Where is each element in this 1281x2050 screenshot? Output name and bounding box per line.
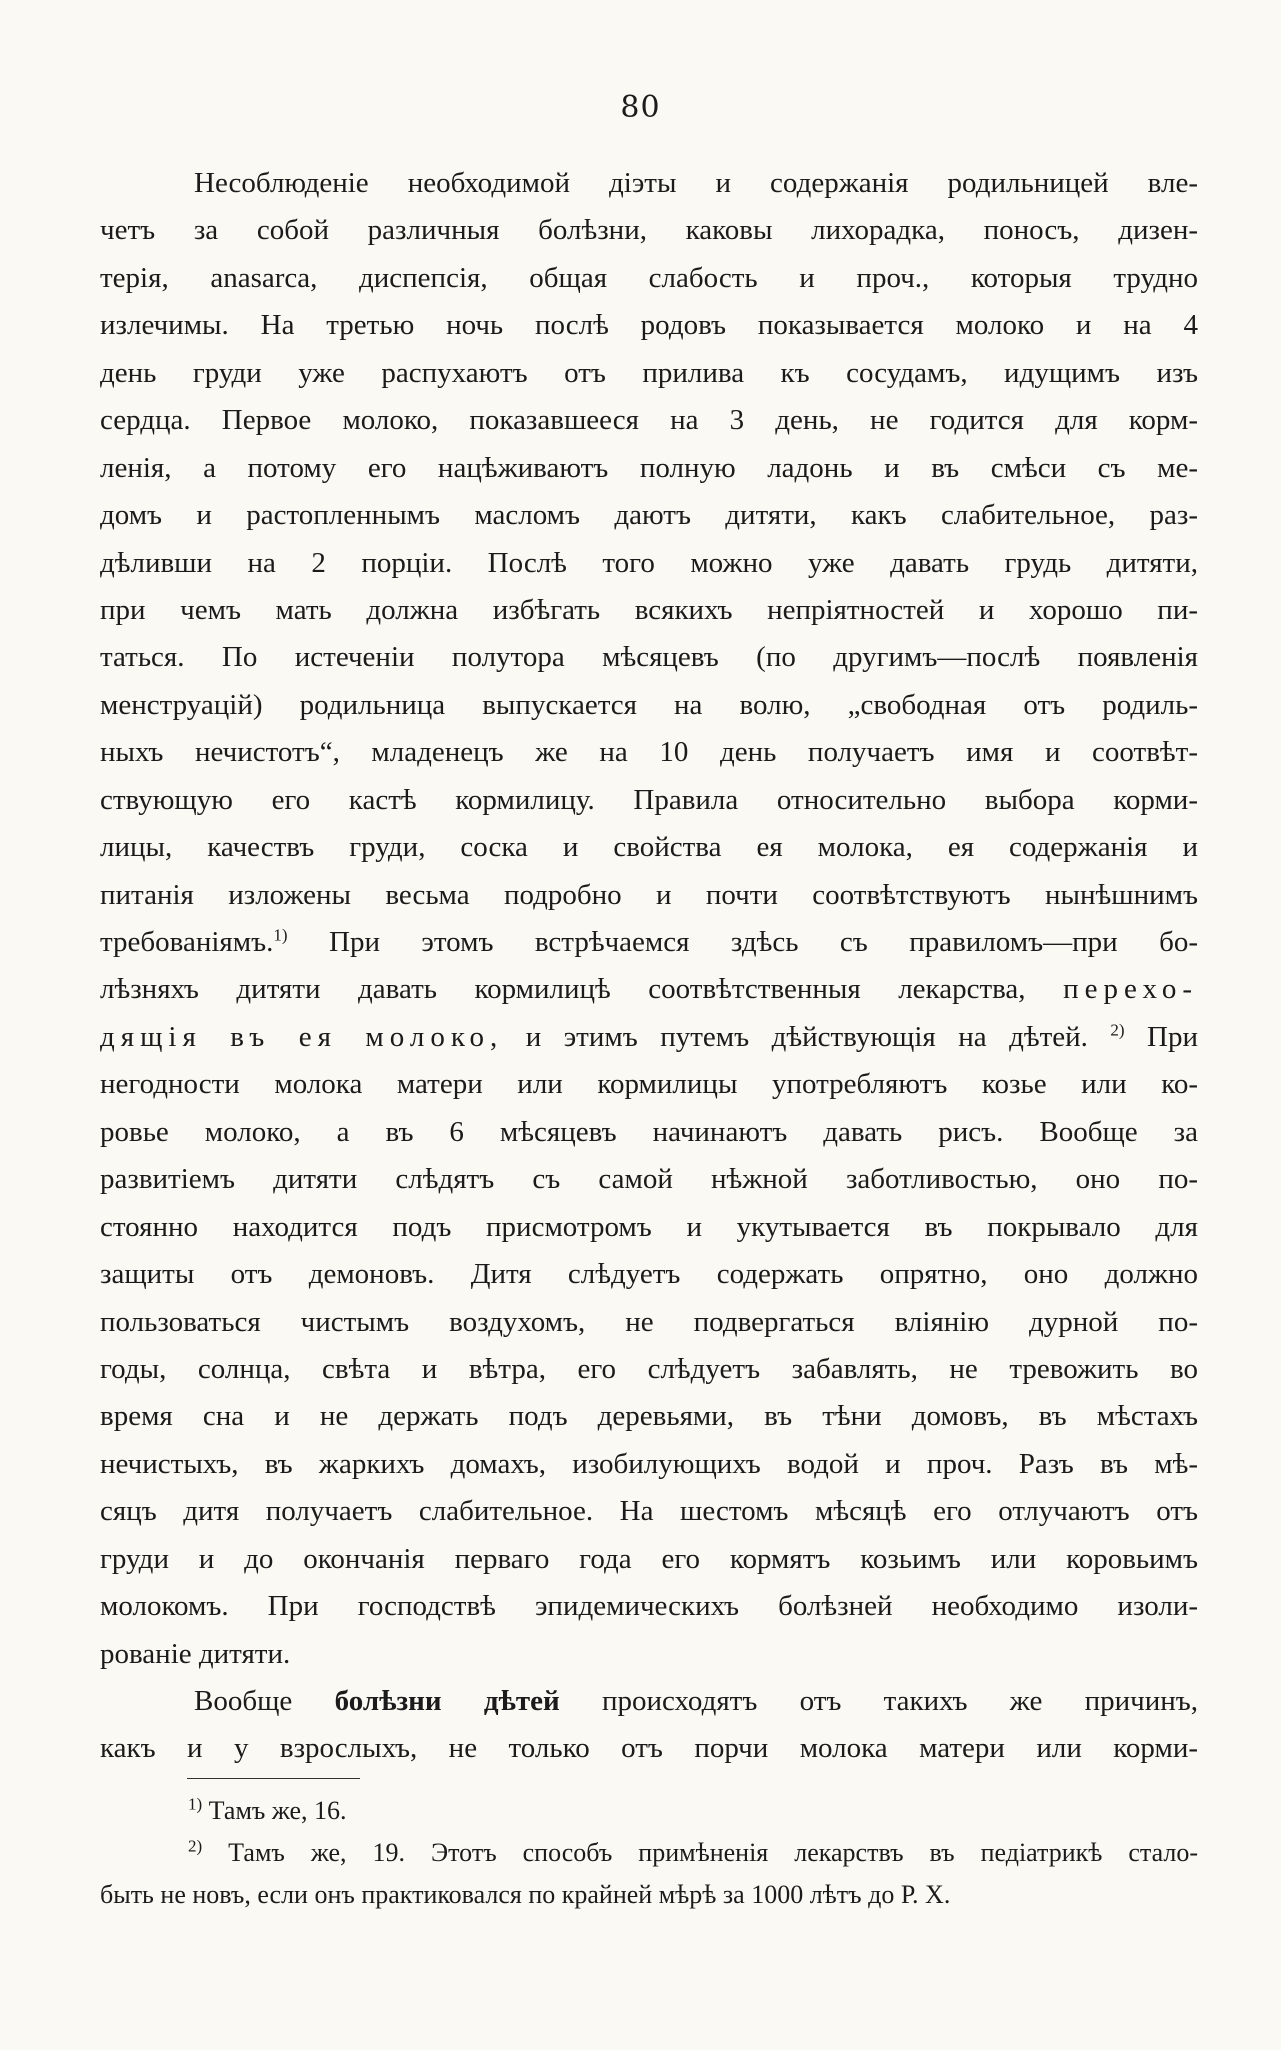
bold-emphasis: болѣзни дѣтей bbox=[334, 1685, 560, 1717]
footnote-text: Тамъ же, 16. bbox=[208, 1796, 347, 1825]
text-line: четъ за собой различныя болѣзни, каковы лихорадка, поносъ, дизен- bbox=[100, 214, 1198, 247]
footnotes bbox=[100, 1790, 1198, 1916]
text-line: ленія, а потому его нацѣживаютъ полную ладонь и въ смѣси съ ме- bbox=[100, 451, 1198, 484]
footnote-divider bbox=[187, 1778, 360, 1779]
text-line: при чемъ мать должна избѣгать всякихъ непріятностей и хорошо пи- bbox=[100, 593, 1198, 626]
text-segment: При этомъ встрѣчаемся здѣсь съ правиломъ—при бо- bbox=[329, 926, 1198, 958]
text-line: таться. По истеченіи полутора мѣсяцевъ (по другимъ—послѣ появленія bbox=[100, 641, 1198, 674]
footnote-1 bbox=[100, 1790, 1198, 1832]
text-line: сердца. Первое молоко, показавшееся на 3 день, не годится для корм- bbox=[100, 404, 1198, 437]
text-segment: и этимъ путемъ дѣйствующія на дѣтей. bbox=[525, 1020, 1088, 1053]
text-line: развитіемъ дитяти слѣдятъ съ самой нѣжной заботливостью, оно по- bbox=[100, 1163, 1198, 1196]
text-line: питанія изложены весьма подробно и почти соотвѣтствуютъ нынѣшнимъ bbox=[100, 878, 1198, 911]
spaced-emphasis: дящія въ ея молоко, bbox=[100, 1020, 504, 1053]
main-text bbox=[100, 160, 1198, 1773]
footnote-mark: 1) bbox=[188, 1794, 203, 1814]
text-line bbox=[100, 1678, 1198, 1725]
text-line: пользоваться чистымъ воздухомъ, не подвергаться вліянію дурной по- bbox=[100, 1305, 1198, 1338]
footnote-2 bbox=[100, 1832, 1198, 1874]
footnote-text: Тамъ же, 19. Этотъ способъ примѣненія лекарствъ въ педіатрикѣ стало- bbox=[228, 1838, 1198, 1867]
text-segment: происходятъ отъ такихъ же причинъ, bbox=[601, 1685, 1198, 1717]
text-line: ствующую его кастѣ кормилицу. Правила относительно выбора корми- bbox=[100, 783, 1198, 816]
text-line: какъ и у взрослыхъ, не только отъ порчи молока матери или корми- bbox=[100, 1732, 1198, 1765]
text-line: время сна и не держать подъ деревьями, въ тѣни домовъ, въ мѣстахъ bbox=[100, 1400, 1198, 1433]
text-line: домъ и растопленнымъ масломъ даютъ дитяти, какъ слабительное, раз- bbox=[100, 499, 1198, 532]
spaced-emphasis: перехо- bbox=[1063, 973, 1198, 1006]
text-line: сяцъ дитя получаетъ слабительное. На шестомъ мѣсяцѣ его отлучаютъ отъ bbox=[100, 1495, 1198, 1528]
footnote-ref-2: 2) bbox=[1110, 1020, 1125, 1040]
text-line: молокомъ. При господствѣ эпидемическихъ болѣзней необходимо изоли- bbox=[100, 1590, 1198, 1623]
text-line: лицы, качествъ груди, соска и свойства ея молока, ея содержанія и bbox=[100, 831, 1198, 864]
text-line: рованіе дитяти. bbox=[100, 1637, 291, 1670]
footnote-2-continued: быть не новъ, если онъ практиковался по крайней мѣрѣ за 1000 лѣтъ до Р. Х. bbox=[100, 1880, 951, 1909]
text-line: день груди уже распухаютъ отъ прилива къ сосудамъ, идущимъ изъ bbox=[100, 356, 1198, 389]
text-line bbox=[100, 966, 1198, 1013]
text-line: груди и до окончанія перваго года его кормятъ козьимъ или коровьимъ bbox=[100, 1542, 1198, 1575]
text-line bbox=[100, 919, 1198, 966]
text-line: дѣливши на 2 порціи. Послѣ того можно уже давать грудь дитяти, bbox=[100, 546, 1198, 579]
text-segment: лѣзняхъ дитяти давать кормилицѣ соотвѣтственныя лекарства, bbox=[100, 973, 1026, 1006]
text-line: терія, anasarca, диспепсія, общая слабость и проч., которыя трудно bbox=[100, 261, 1198, 294]
text-line: нечистыхъ, въ жаркихъ домахъ, изобилующихъ водой и проч. Разъ въ мѣ- bbox=[100, 1447, 1198, 1480]
text-segment: требованіямъ. bbox=[100, 926, 274, 958]
text-line: ровье молоко, а въ 6 мѣсяцевъ начинаютъ давать рисъ. Вообще за bbox=[100, 1115, 1198, 1148]
text-line: защиты отъ демоновъ. Дитя слѣдуетъ содержать опрятно, оно должно bbox=[100, 1258, 1198, 1291]
page-number: 80 bbox=[620, 90, 661, 125]
text-line: ныхъ нечистотъ“, младенецъ же на 10 день получаетъ имя и соотвѣт- bbox=[100, 736, 1198, 769]
footnote-mark: 2) bbox=[188, 1836, 203, 1856]
text-line: Несоблюденіе необходимой діэты и содержанія родильницей вле- bbox=[194, 167, 1198, 199]
text-segment: Вообще bbox=[194, 1685, 293, 1717]
text-line: негодности молока матери или кормилицы употребляютъ козье или ко- bbox=[100, 1068, 1198, 1101]
text-line bbox=[100, 1014, 1198, 1061]
text-line: годы, солнца, свѣта и вѣтра, его слѣдуетъ забавлять, не тревожить во bbox=[100, 1352, 1198, 1385]
text-line: менструацій) родильница выпускается на волю, „свободная отъ родиль- bbox=[100, 688, 1198, 721]
text-line: стоянно находится подъ присмотромъ и укутывается въ покрывало для bbox=[100, 1210, 1198, 1243]
text-segment: При bbox=[1147, 1020, 1198, 1053]
text-line: излечимы. На третью ночь послѣ родовъ показывается молоко и на 4 bbox=[100, 309, 1198, 342]
footnote-ref-1: 1) bbox=[273, 925, 288, 945]
